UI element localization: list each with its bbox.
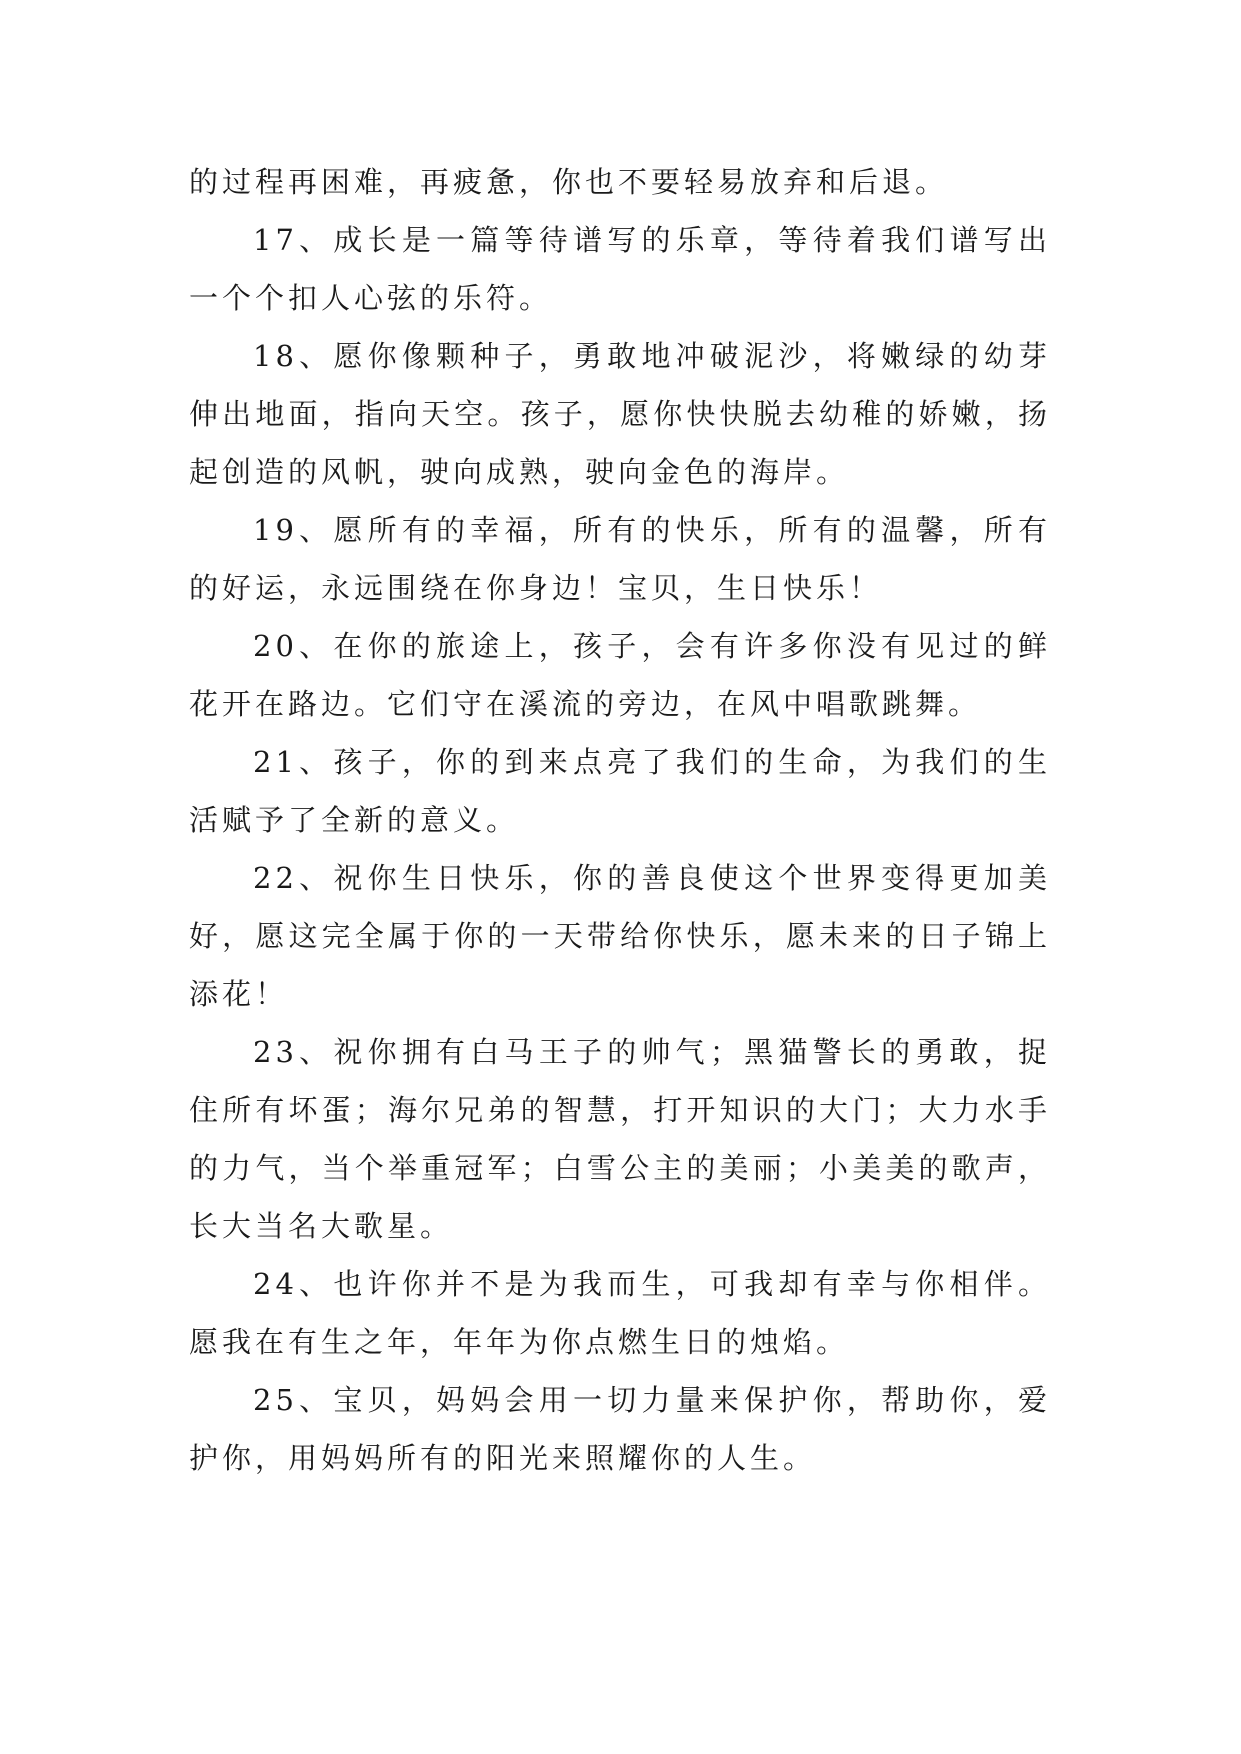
paragraph-25: 25、宝贝，妈妈会用一切力量来保护你，帮助你，爱护你，用妈妈所有的阳光来照耀你的人生。	[189, 1383, 1051, 1475]
paragraph-24: 24、也许你并不是为我而生，可我却有幸与你相伴。愿我在有生之年，年年为你点燃生日的烛焰。	[189, 1267, 1051, 1359]
paragraph-17: 17、成长是一篇等待谱写的乐章，等待着我们谱写出一个个扣人心弦的乐符。	[189, 223, 1051, 315]
paragraph-22: 22、祝你生日快乐，你的善良使这个世界变得更加美好，愿这完全属于你的一天带给你快乐，愿未来的日子锦上添花！	[189, 861, 1051, 1011]
paragraph-23: 23、祝你拥有白马王子的帅气；黑猫警长的勇敢，捉住所有坏蛋；海尔兄弟的智慧，打开知识的大门；大力水手的力气，当个举重冠军；白雪公主的美丽；小美美的歌声，长大当名大歌星。	[189, 1035, 1051, 1243]
document-body	[189, 153, 1051, 1487]
paragraph-18: 18、愿你像颗种子，勇敢地冲破泥沙，将嫩绿的幼芽伸出地面，指向天空。孩子，愿你快快脱去幼稚的娇嫩，扬起创造的风帆，驶向成熟，驶向金色的海岸。	[189, 339, 1051, 489]
paragraph-20: 20、在你的旅途上，孩子，会有许多你没有见过的鲜花开在路边。它们守在溪流的旁边，在风中唱歌跳舞。	[189, 629, 1051, 721]
paragraph-19: 19、愿所有的幸福，所有的快乐，所有的温馨，所有的好运，永远围绕在你身边！宝贝，生日快乐！	[189, 513, 1051, 605]
paragraph-21: 21、孩子，你的到来点亮了我们的生命，为我们的生活赋予了全新的意义。	[189, 745, 1051, 837]
paragraph-continuation: 的过程再困难，再疲惫，你也不要轻易放弃和后退。	[189, 165, 949, 199]
